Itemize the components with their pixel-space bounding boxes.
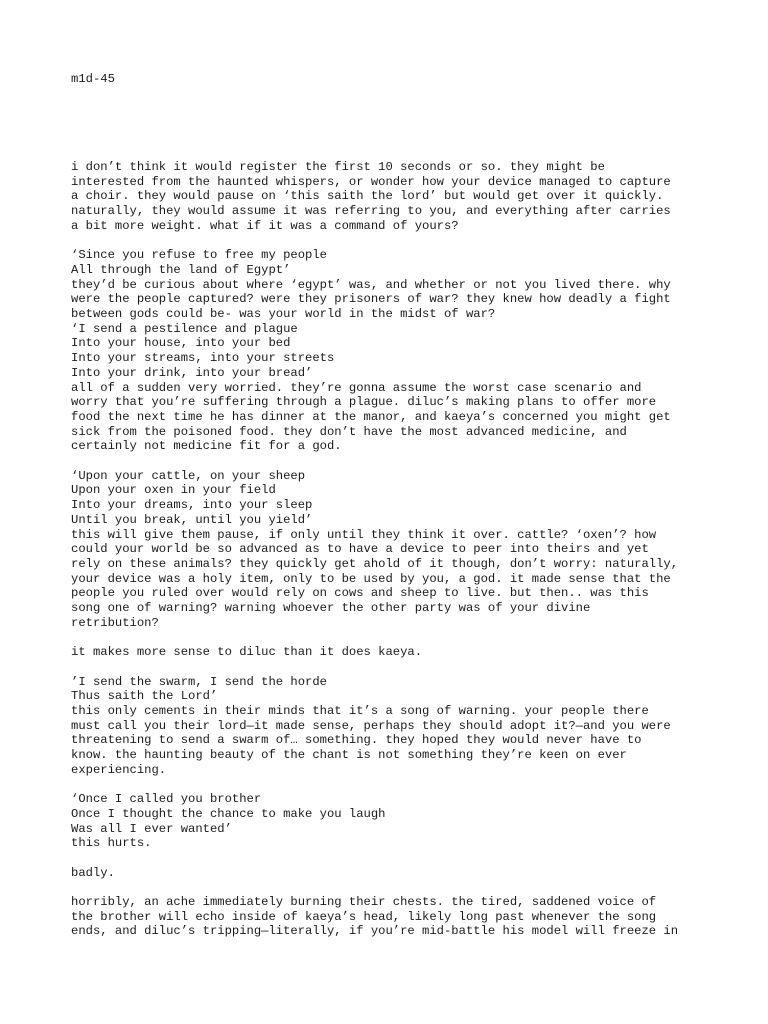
paragraph-1: i don’t think it would register the first 10 seconds or so. they might be interested from the haunted whispers, or wonder how your device managed to capture a choir. they would pause on ‘this saith the lord’ but would get over it quickly. naturally, they would assume it was referring to you, and everything after carries a bit more weight. what if it was a command of yours? [71,160,671,233]
document-id-label: m1d-45 [71,72,115,86]
paragraph-8: horribly, an ache immediately burning their chests. the tired, saddened voice of the brother will echo inside of kaeya’s head, likely long past whenever the song ends, and diluc’s tripping—literally, if you’re mid-battle his model will freeze in [71,895,679,939]
paragraph-6: ‘Once I called you brother Once I thought the chance to make you laugh Was all I ever wanted’ this hurts. [71,792,386,851]
paragraph-7: badly. [71,865,115,880]
paragraph-3: ‘Upon your cattle, on your sheep Upon your oxen in your field Into your dreams, into your sleep Until you break, until you yield’ this will give them pause, if only until they think it over. cattle? ‘oxen’? how could your world be so advanced as to have a device to peer into theirs and yet rely on these animals? they quickly get ahold of it though, don’t worry: naturally, your device was a holy item, only to be used by you, a god. it made sense that the people you ruled over would rely on cows and sheep to live. but then.. was this song one of warning? warning whoever the other party was of your divine retribution? [71,468,679,630]
document-body [71,160,711,939]
paragraph-5: ’I send the swarm, I send the horde Thus saith the Lord’ this only cements in their minds that it’s a song of warning. your people there must call you their lord—it made sense, perhaps they should adopt it?—and you were threatening to send a swarm of… something. they hoped they would never have to know. the haunting beauty of the chant is not something they’re keen on ever experiencing. [71,674,671,777]
paragraph-4: it makes more sense to diluc than it does kaeya. [71,645,423,660]
paragraph-2: ‘Since you refuse to free my people All through the land of Egypt’ they’d be curious about where ‘egypt’ was, and whether or not you lived there. why were the people captured? were they prisoners of war? they knew how deadly a fight between gods could be- was your world in the midst of war? ‘I send a pestilence and plague Into your house, into your bed Into your streams, into your streets Into your drink, into your bread’ all of a sudden very worried. they’re gonna assume the worst case scenario and worry that you’re suffering through a plague. diluc’s making plans to offer more food the next time he has dinner at the manor, and kaeya’s concerned you might get sick from the poisoned food. they don’t have the most advanced medicine, and certainly not medicine fit for a god. [71,248,671,454]
